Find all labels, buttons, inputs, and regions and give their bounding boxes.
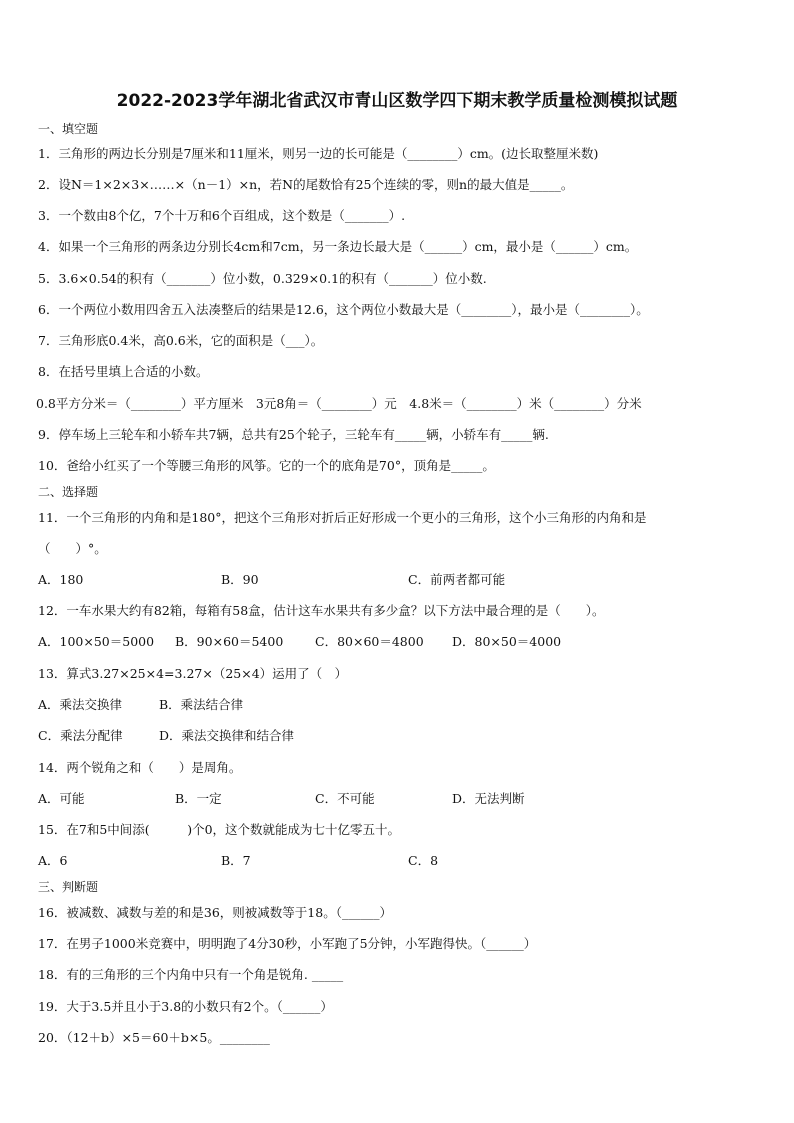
question-14: 14．两个锐角之和（ ）是周角。 (38, 760, 242, 775)
question-12: 12．一车水果大约有82箱，每箱有58盒，估计这车水果共有多少盒？以下方法中最合理的是（ ）。 (38, 603, 605, 618)
option-a: A．180 (38, 572, 84, 587)
question-10: 10．爸给小红买了一个等腰三角形的风筝。它的一个的底角是70°，顶角是_____。 (38, 458, 495, 473)
option-d: D．乘法交换律和结合律 (159, 728, 295, 743)
question-18: 18．有的三角形的三个内角中只有一个角是锐角. _____ (38, 967, 344, 982)
option-c: C．乘法分配律 (38, 728, 123, 743)
question-3: 3．一个数由8个亿，7个十万和6个百组成，这个数是（_______）. (38, 208, 406, 223)
option-a: A．可能 (38, 791, 85, 806)
option-d: D．无法判断 (452, 791, 525, 806)
question-1: 1．三角形的两边长分别是7厘米和11厘米，则另一边的长可能是（________）cm。(边长取整厘米数) (38, 146, 599, 161)
option-c: C．80×60＝4800 (315, 634, 424, 649)
question-19: 19．大于3.5并且小于3.8的小数只有2个。（______） (38, 999, 333, 1014)
option-a: A．6 (38, 853, 68, 868)
option-c: C．8 (408, 853, 439, 868)
section-heading-choice: 二、选择题 (38, 485, 99, 499)
question-4: 4．如果一个三角形的两条边分别长4cm和7cm，另一条边长最大是（______）cm，最小是（______）cm。 (38, 239, 638, 254)
section-heading-fill: 一、填空题 (38, 122, 99, 136)
question-20: 20．（12＋b）×5＝60＋b×5。________ (38, 1030, 270, 1045)
question-11: 11．一个三角形的内角和是180°，把这个三角形对折后正好形成一个更小的三角形，这个小三角形的内角和是 (38, 510, 647, 525)
question-16: 16．被减数、减数与差的和是36，则被减数等于18。（______） (38, 905, 392, 920)
option-b: B．乘法结合律 (159, 697, 244, 712)
option-b: B．90×60＝5400 (175, 634, 284, 649)
question-15: 15．在7和5中间添( )个0，这个数就能成为七十亿零五十。 (38, 822, 401, 837)
question-6: 6．一个两位小数用四舍五入法凑整后的结果是12.6，这个两位小数最大是（________），最小是（________）。 (38, 302, 649, 317)
page-title: 2022-2023学年湖北省武汉市青山区数学四下期末教学质量检测模拟试题 (116, 91, 678, 111)
question-17: 17．在男子1000米竞赛中，明明跑了4分30秒，小军跑了5分钟，小军跑得快。（______） (38, 936, 537, 951)
option-b: B．7 (221, 853, 251, 868)
option-c: C．不可能 (315, 791, 375, 806)
option-a: A．乘法交换律 (38, 697, 123, 712)
option-d: D．80×50＝4000 (452, 634, 562, 649)
question-5: 5．3.6×0.54的积有（_______）位小数，0.329×0.1的积有（_______）位小数. (38, 271, 487, 286)
question-9: 9．停车场上三轮车和小轿车共7辆，总共有25个轮子，三轮车有_____辆，小轿车有_____辆. (38, 427, 549, 442)
option-c: C．前两者都可能 (408, 572, 506, 587)
option-b: B．90 (221, 572, 259, 587)
question-2: 2．设N＝1×2×3×……×（n－1）×n，若N的尾数恰有25个连续的零，则n的最大值是_____。 (38, 177, 574, 192)
question-8-items: 0.8平方分米＝（________）平方厘米 3元8角＝（________）元 4.8米＝（________）米（________）分米 (36, 396, 642, 411)
question-11-continued: （ ）°。 (38, 541, 107, 556)
section-heading-judge: 三、判断题 (38, 880, 99, 894)
question-7: 7．三角形底0.4米，高0.6米，它的面积是（___）。 (38, 333, 324, 348)
question-8: 8．在括号里填上合适的小数。 (38, 364, 209, 379)
question-13: 13．算式3.27×25×4=3.27×（25×4）运用了（ ） (38, 666, 348, 681)
option-b: B．一定 (175, 791, 222, 806)
option-a: A．100×50＝5000 (38, 634, 155, 649)
